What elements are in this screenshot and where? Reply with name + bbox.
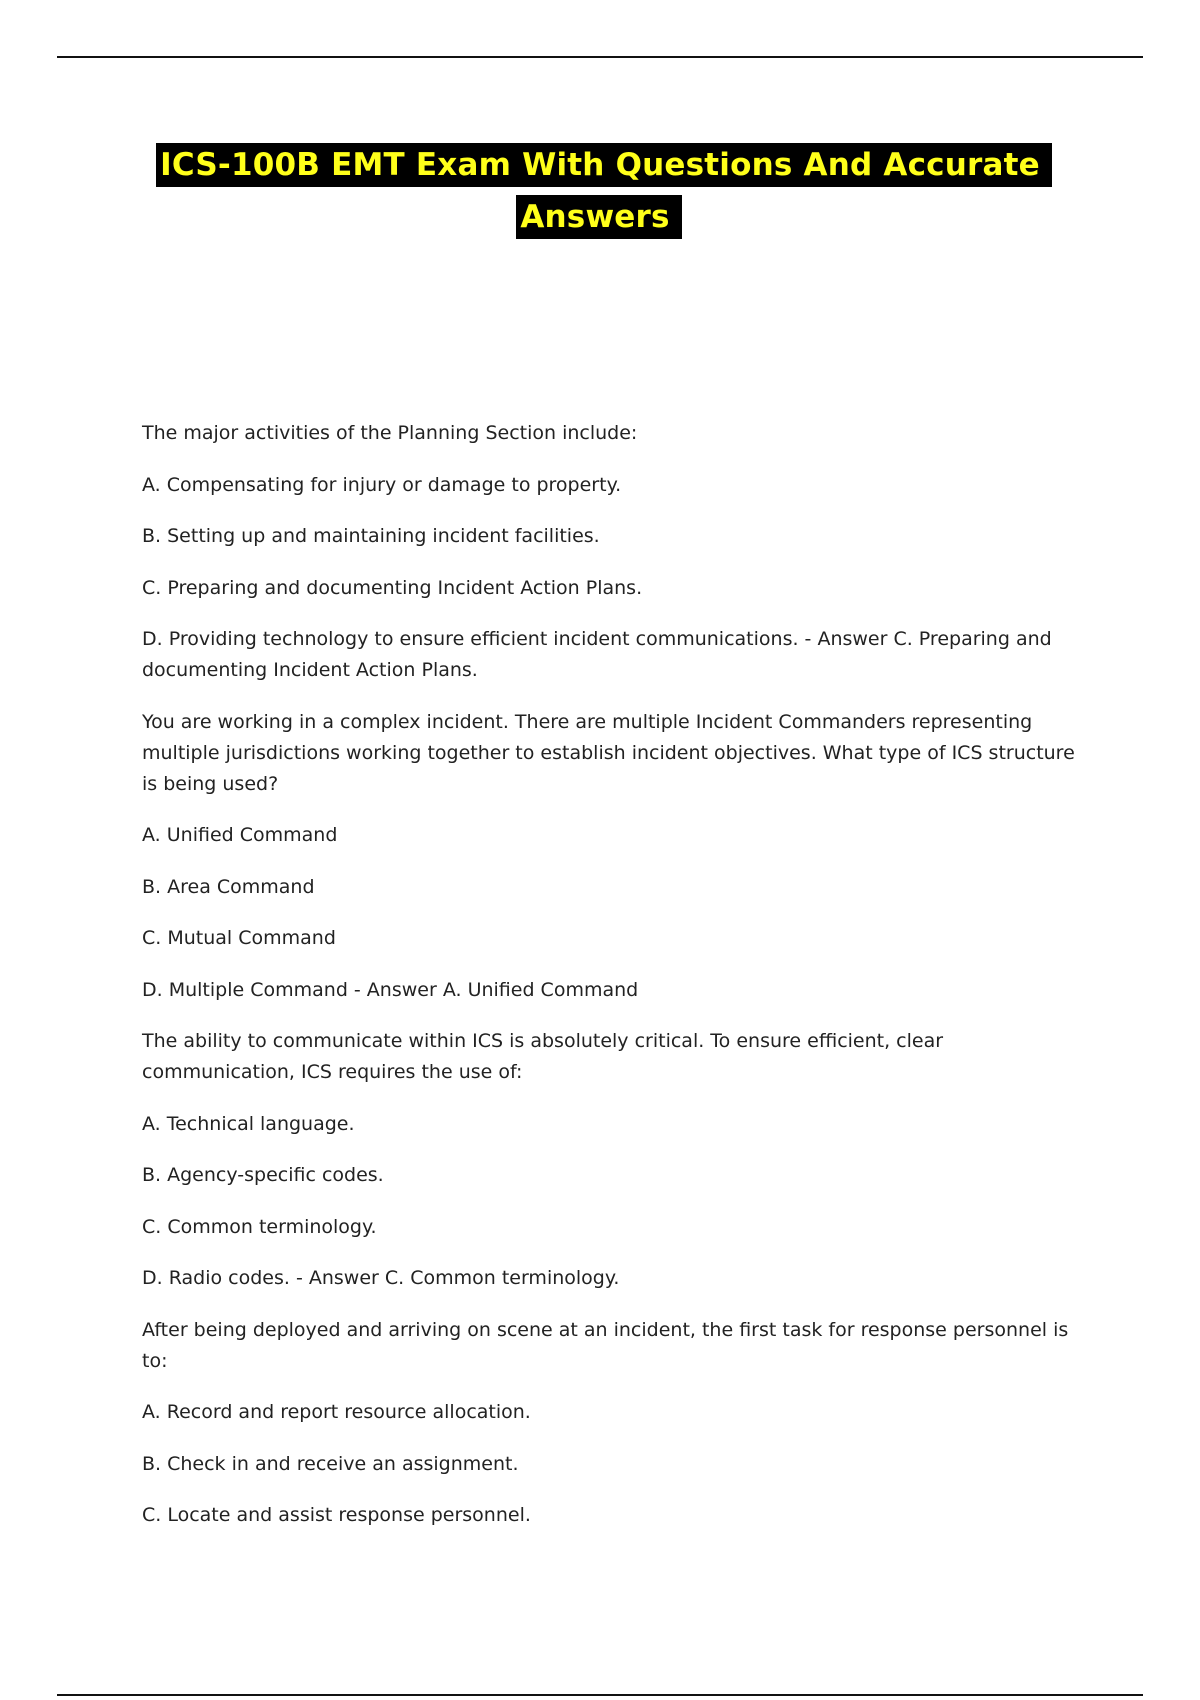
question-3-option-a: A. Technical language. xyxy=(142,1112,355,1135)
title-line-2: Answers xyxy=(516,195,681,239)
question-3-option-d-answer: D. Radio codes. - Answer C. Common terminology. xyxy=(142,1267,620,1289)
question-1-option-a: A. Compensating for injury or damage to property. xyxy=(142,473,622,496)
question-1-option-b: B. Setting up and maintaining incident facilities. xyxy=(142,525,600,547)
question-3-option-c: C. Common terminology. xyxy=(142,1215,377,1238)
top-rule xyxy=(57,56,1143,58)
question-2-option-a: A. Unified Command xyxy=(142,824,338,846)
question-4-option-b: B. Check in and receive an assignment. xyxy=(142,1452,519,1475)
question-4-option-a: A. Record and report resource allocation. xyxy=(142,1401,531,1423)
question-3-stem: The ability to communicate within ICS is absolutely critical. To ensure efficient, clear communication, ICS requires the use of: xyxy=(142,1030,944,1083)
question-4-option-c: C. Locate and assist response personnel. xyxy=(142,1504,531,1526)
question-2-option-d-answer: D. Multiple Command - Answer A. Unified Command xyxy=(142,978,639,1001)
question-2-option-b: B. Area Command xyxy=(142,875,315,898)
bottom-rule xyxy=(57,1694,1143,1696)
document-body xyxy=(142,418,1092,1552)
question-4-stem: After being deployed and arriving on scene at an incident, the first task for response personnel is to: xyxy=(142,1318,1069,1372)
question-1-option-d-answer: D. Providing technology to ensure efficient incident communications. - Answer C. Preparing and documenting Incident Action Plans. xyxy=(142,628,1052,681)
question-2-option-c: C. Mutual Command xyxy=(142,927,336,949)
document-title xyxy=(0,143,1200,239)
question-3-option-b: B. Agency-specific codes. xyxy=(142,1164,384,1186)
question-2-stem: You are working in a complex incident. There are multiple Incident Commanders representing multiple jurisdictions working together to establish incident objectives. What type of ICS structure is being used? xyxy=(142,710,1075,795)
title-line-1: ICS-100B EMT Exam With Questions And Accurate xyxy=(156,143,1052,187)
question-1-option-c: C. Preparing and documenting Incident Action Plans. xyxy=(142,576,643,599)
question-1-stem: The major activities of the Planning Section include: xyxy=(142,422,638,444)
